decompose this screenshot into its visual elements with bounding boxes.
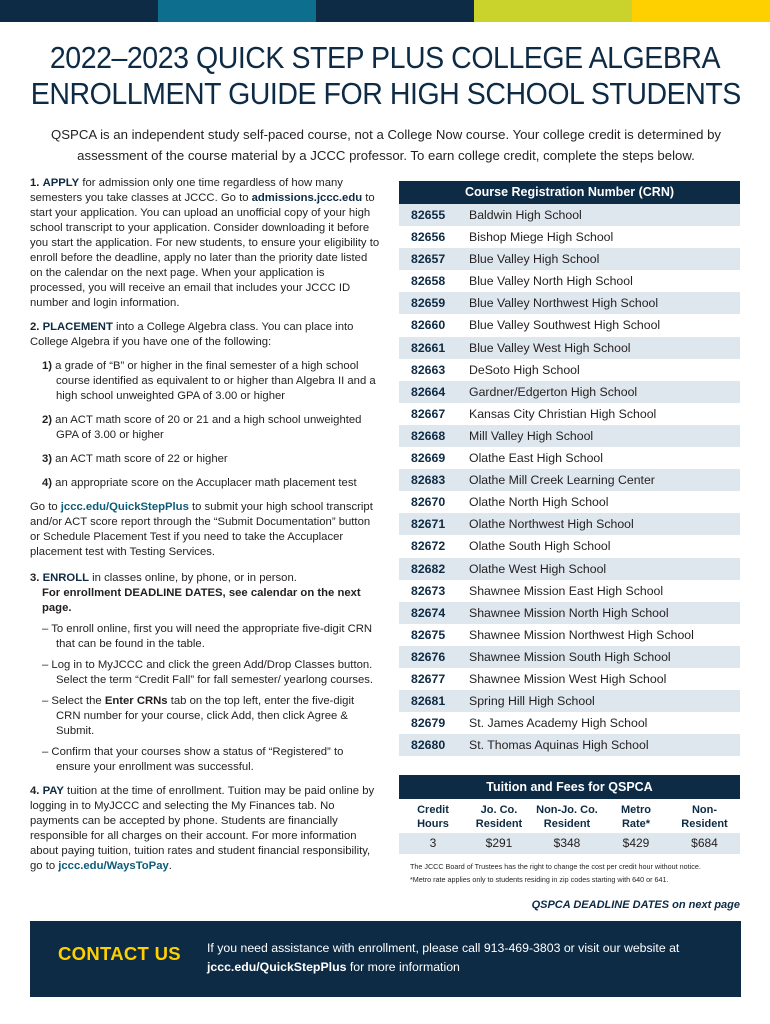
crn-school: Mill Valley High School [469,428,594,443]
tuition-column-header [467,799,531,833]
crn-school: Spring Hill High School [469,694,595,709]
crn-school: Olathe West High School [469,561,607,576]
crn-row [399,646,740,668]
tuition-note-1: The JCCC Board of Trustees has the right to change the cost per credit hour without notice. [410,862,701,871]
crn-code: 82661 [411,340,446,355]
step-pay [30,784,380,874]
crn-code: 82669 [411,451,446,466]
crn-code: 82655 [411,208,446,222]
step-keyword: ENROLL [42,572,90,584]
crn-code: 82675 [411,627,446,642]
color-block-3 [316,0,474,22]
tuition-column [399,799,467,854]
crn-code: 82674 [411,605,446,620]
step-text: for admission only one time regardless of how many semesters you take classes at JCCC. Go to [30,177,343,204]
tuition-table-header: Tuition and Fees for QSPCA [399,775,740,799]
step-number: 3. [30,572,40,584]
option-text: an ACT math score of 20 or 21 and a high school unweighted GPA of 3.00 or higher [52,414,362,441]
crn-code: 82671 [411,517,446,532]
crn-row [399,337,740,359]
step-keyword: APPLY [42,177,80,189]
tuition-columns [399,799,740,854]
tuition-value: 3 [399,833,467,854]
contact-text-part: If you need assistance with enrollment, please call 913-469-3803 or visit our website at [207,941,680,955]
tuition-column-header [603,799,669,833]
color-block-1 [0,0,158,22]
crn-table-header: Course Registration Number (CRN) [399,181,740,204]
tuition-note-2: *Metro rate applies only to students residing in zip codes starting with 640 or 641. [410,875,669,884]
step-text: tuition at the time of enrollment. Tuition may be paid online by logging in to MyJCCC and selecting the My Finances tab. No payments can be accepted by phone. Students are financially responsible for all charges on their account. For more information about paying tuition, tuition rates and student financial responsibility, go to [30,785,375,872]
crn-code: 82656 [411,230,446,245]
crn-row [399,270,740,292]
crn-school: Blue Valley North High School [469,274,633,289]
placement-option-3 [30,452,380,467]
crn-row [399,558,740,580]
enroll-deadline-note: For enrollment DEADLINE DATES, see calendar on the next page. [42,587,361,614]
contact-link[interactable]: jccc.edu/QuickStepPlus [207,960,347,974]
crn-row [399,690,740,712]
contact-title: CONTACT US [58,943,181,964]
crn-code: 82681 [411,694,446,709]
crn-code: 82668 [411,428,446,443]
option-text: an appropriate score on the Accuplacer math placement test [52,477,357,489]
crn-school: Olathe North High School [469,495,609,510]
header-line-1: Jo. Co. [480,804,518,816]
waystopay-link[interactable]: jccc.edu/WaysToPay [58,860,169,872]
option-number: 2) [42,414,53,426]
crn-row [399,734,740,756]
step-keyword: PAY [42,785,64,797]
placement-option-2 [30,413,380,443]
enter-crns-label: Enter CRNs [104,695,168,707]
goto-text: to submit your high school transcript and/or ACT score report through the “Submit Documentation” button or Schedule Placement Test if you need to take the Accuplacer placement test with Testing Services. [30,501,373,558]
step-number: 1. [30,177,40,189]
color-block-4 [474,0,632,22]
crn-code: 82682 [411,561,446,576]
crn-code: 82663 [411,362,446,377]
crn-row [399,204,740,226]
crn-school: Baldwin High School [469,208,582,222]
header-line-2: Hours [417,818,449,830]
title-line-1: 2022–2023 QUICK STEP PLUS COLLEGE ALGEBRA [49,40,721,75]
option-number: 3) [42,453,53,465]
crn-school: Blue Valley High School [469,252,600,267]
step-number: 4. [30,785,40,797]
crn-row [399,292,740,314]
intro-text: QSPCA is an independent study self-paced course, not a College Now course. Your college credit is determined by assessment of the course material by a JCCC professor. To earn college credit, complete the steps below. [50,127,722,163]
enroll-item-text: tab on the top left, enter the five-digit CRN number for your course, click Add, then click Agree & Submit. [56,695,355,737]
crn-school: St. Thomas Aquinas High School [469,738,649,753]
header-line-2: Rate* [621,818,651,830]
placement-option-4 [30,476,380,491]
crn-row [399,491,740,513]
title-line-2: ENROLLMENT GUIDE FOR HIGH SCHOOL STUDENTS [30,76,741,111]
crn-code: 82680 [411,738,446,753]
tuition-value: $429 [603,833,669,854]
tuition-column [603,799,669,854]
enroll-item-text: – To enroll online, first you will need the appropriate five-digit CRN that can be found in the table. [42,623,373,650]
crn-school: Shawnee Mission South High School [469,649,671,664]
enroll-item-3 [30,694,380,739]
option-number: 1) [42,360,53,372]
step-text: to start your application. You can upload an unofficial copy of your high school transcript to your application. Consider downloading it before you start the application. For new students, to ensure your eligibility to enroll before the deadline, apply no later than the priority date listed on the calendar on the next page. When your application is processed, you will receive an email that includes your JCCC ID number and login information. [30,192,380,309]
tuition-column-header [399,799,467,833]
tuition-value: $291 [467,833,531,854]
placement-goto [30,500,380,560]
crn-school: Blue Valley Northwest High School [469,296,659,311]
crn-school: Olathe Mill Creek Learning Center [469,473,655,488]
crn-row [399,668,740,690]
crn-row [399,248,740,270]
crn-school: Olathe Northwest High School [469,517,634,532]
crn-school: Shawnee Mission Northwest High School [469,627,694,642]
quickstepplus-link[interactable]: jccc.edu/QuickStepPlus [60,501,189,513]
crn-school: Olathe South High School [469,539,611,554]
crn-school: Blue Valley West High School [469,340,631,355]
admissions-link[interactable]: admissions.jccc.edu [251,192,363,204]
header-line-1: Credit [417,804,449,816]
color-block-2 [158,0,316,22]
enroll-item-2 [30,658,380,688]
crn-code: 82676 [411,649,446,664]
crn-code: 82673 [411,583,446,598]
step-apply [30,176,380,311]
crn-school: DeSoto High School [469,362,580,377]
crn-code: 82677 [411,671,446,686]
crn-row [399,712,740,734]
crn-row [399,602,740,624]
crn-row [399,447,740,469]
crn-code: 82679 [411,716,446,731]
crn-code: 82664 [411,384,446,399]
crn-code: 82659 [411,296,446,311]
contact-text [207,939,727,977]
header-line-2: Resident [475,818,523,830]
enroll-item-1 [30,622,380,652]
deadline-note: QSPCA DEADLINE DATES on next page [531,899,740,911]
crn-code: 82683 [411,473,446,488]
header-line-1: Metro [621,804,651,816]
crn-school: St. James Academy High School [469,716,648,731]
crn-row [399,403,740,425]
crn-code: 82672 [411,539,446,554]
step-text: in classes online, by phone, or in person. [89,572,297,584]
crn-code: 82670 [411,495,446,510]
option-text: a grade of “B” or higher in the final semester of a high school course identified as equivalent to or higher than Algebra II and a high school unweighted GPA of 3.00 or higher [52,360,376,402]
header-line-1: Non- [691,804,718,816]
contact-text-part: for more information [346,960,460,974]
option-text: an ACT math score of 22 or higher [52,453,228,465]
crn-school: Kansas City Christian High School [469,406,657,421]
page-title [31,40,739,112]
crn-row [399,425,740,447]
header-line-2: Resident [681,818,728,830]
enroll-item-text: – Log in to MyJCCC and click the green Add/Drop Classes button. Select the term “Credit Fall” for fall semester/ yearlong courses. [42,659,374,686]
option-number: 4) [42,477,53,489]
crn-table [399,181,740,756]
crn-row [399,624,740,646]
crn-row [399,314,740,336]
tuition-column-header [669,799,740,833]
crn-code: 82657 [411,252,446,267]
tuition-value: $684 [669,833,740,854]
enroll-item-text: – Select the [42,695,105,707]
contact-banner [30,921,741,997]
tuition-table [399,775,740,886]
crn-row [399,381,740,403]
step-number: 2. [30,321,40,333]
tuition-column [531,799,603,854]
crn-row [399,513,740,535]
crn-row [399,580,740,602]
crn-row [399,359,740,381]
enroll-item-4 [30,745,380,775]
step-text: into a College Algebra class. You can place into College Algebra if you have one of the following: [30,321,354,348]
header-line-1: Non-Jo. Co. [536,804,598,816]
crn-code: 82667 [411,406,446,421]
tuition-column [467,799,531,854]
crn-school: Shawnee Mission West High School [469,671,667,686]
step-enroll [30,571,380,616]
crn-code: 82658 [411,274,446,289]
tuition-column [669,799,740,854]
step-keyword: PLACEMENT [42,321,113,333]
crn-school: Shawnee Mission East High School [469,583,664,598]
header-line-2: Resident [543,818,591,830]
steps-column [30,176,380,883]
crn-school: Shawnee Mission North High School [469,605,669,620]
crn-row [399,226,740,248]
crn-code: 82660 [411,318,446,333]
goto-text: Go to [30,501,61,513]
tuition-value: $348 [531,833,603,854]
crn-row [399,469,740,491]
step-placement [30,320,380,350]
crn-row [399,535,740,557]
placement-option-1 [30,359,380,404]
crn-school: Bishop Miege High School [469,230,614,245]
crn-school: Gardner/Edgerton High School [469,384,638,399]
crn-table-body [399,204,740,756]
tuition-column-header [531,799,603,833]
header-color-bar [0,0,770,22]
enroll-item-text: – Confirm that your courses show a status of “Registered” to ensure your enrollment was successful. [42,746,344,773]
step-text: . [168,860,172,872]
crn-school: Blue Valley Southwest High School [469,318,661,333]
color-block-5 [632,0,770,22]
crn-school: Olathe East High School [469,451,603,466]
